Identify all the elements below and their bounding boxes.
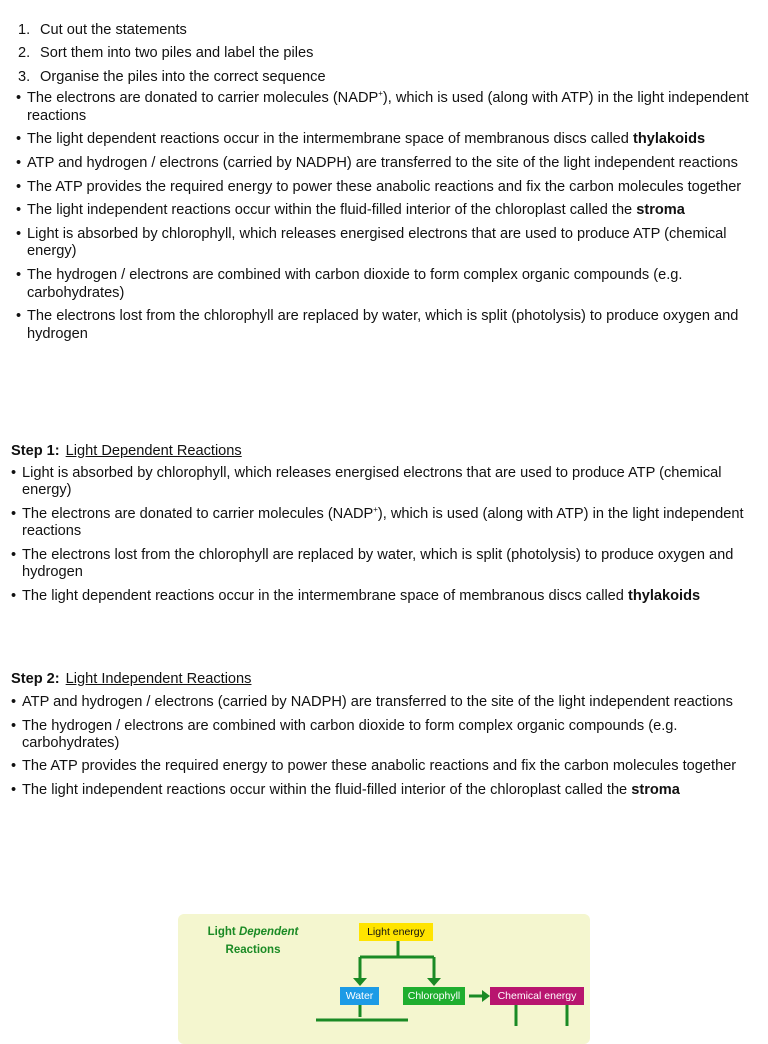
step1-text: The electrons are donated to carrier molecules (NADP — [22, 505, 374, 522]
statement-text: The light independent reactions occur within the fluid-filled interior of the chloroplast called the — [27, 202, 637, 219]
step2-heading — [11, 670, 251, 688]
statement-item — [16, 267, 756, 302]
step1-text: Light is absorbed by chlorophyll, which releases energised electrons that are used to produce ATP (chemical energy) — [22, 465, 722, 499]
step1-item — [11, 547, 761, 582]
step2-text: The light independent reactions occur within the fluid-filled interior of the chloroplast called the — [22, 782, 632, 799]
superscript: + — [378, 89, 383, 98]
step2-item — [11, 718, 761, 753]
step1-title: Light Dependent Reactions — [65, 443, 242, 459]
step1-list — [11, 465, 761, 611]
step2-title: Light Independent Reactions — [65, 671, 252, 687]
statement-list — [16, 90, 756, 350]
statement-text: The electrons lost from the chlorophyll are replaced by water, which is split (photolysis) to produce oxygen and hydrogen — [27, 308, 739, 342]
diagram-title — [188, 923, 318, 959]
step1-label: Step 1: — [11, 443, 60, 459]
step2-text: The ATP provides the required energy to power these anabolic reactions and fix the carbon molecules together — [22, 758, 737, 775]
step2-list — [11, 694, 761, 806]
statement-text: The ATP provides the required energy to power these anabolic reactions and fix the carbon molecules together — [27, 178, 742, 195]
water-box: Water — [340, 987, 379, 1005]
instruction-item — [18, 42, 326, 65]
step2-item — [11, 758, 761, 775]
statement-keyword: thylakoids — [632, 131, 706, 148]
statement-item — [16, 131, 756, 149]
step1-text: The light dependent reactions occur in the intermembrane space of membranous discs called — [22, 587, 628, 604]
chemical-energy-box: Chemical energy — [490, 987, 584, 1005]
statement-item — [16, 202, 756, 220]
step1-keyword: thylakoids — [627, 587, 701, 604]
statement-text-cont: ), which is used (along with ATP) in the light independent reactions — [27, 90, 749, 124]
statement-item — [16, 179, 756, 197]
arrowhead-water — [353, 978, 367, 986]
statement-text: Light is absorbed by chlorophyll, which releases energised electrons that are used to produce ATP (chemical energy) — [27, 225, 727, 260]
instruction-list — [18, 19, 326, 89]
step2-item — [11, 694, 761, 711]
light-dependent-diagram — [178, 914, 590, 1044]
statement-text: The light dependent reactions occur in the intermembrane space of membranous discs called — [27, 131, 633, 148]
step2-text: The hydrogen / electrons are combined with carbon dioxide to form complex organic compounds (e.g. carbohydrates) — [22, 717, 678, 751]
instruction-item — [18, 66, 326, 89]
diagram-title-part: Light — [207, 926, 239, 938]
instruction-item — [18, 19, 326, 42]
arrowhead-chemical — [482, 990, 490, 1002]
instruction-number: 2. — [18, 45, 31, 62]
diagram-title-emphasis: Dependent — [238, 926, 299, 938]
step2-label: Step 2: — [11, 671, 60, 687]
instruction-text: Organise the piles into the correct sequence — [40, 68, 326, 85]
step1-text-cont: ), which is used (along with ATP) in the light independent reactions — [22, 505, 744, 540]
statement-item — [16, 308, 756, 343]
statement-text: The electrons are donated to carrier molecules (NADP — [27, 90, 379, 106]
statement-keyword: stroma — [636, 202, 685, 219]
instruction-text: Cut out the statements — [40, 22, 187, 38]
statement-item — [16, 155, 756, 173]
statement-text: The hydrogen / electrons are combined with carbon dioxide to form complex organic compounds (e.g. carbohydrates) — [27, 267, 683, 301]
diagram-title-line2: Reactions — [225, 944, 281, 956]
step1-item — [11, 465, 761, 500]
step1-heading — [11, 442, 242, 460]
statement-item — [16, 90, 756, 125]
statement-text: ATP and hydrogen / electrons (carried by NADPH) are transferred to the site of the light independent reactions — [27, 154, 738, 171]
instruction-number: 3. — [18, 68, 31, 85]
instruction-number: 1. — [18, 22, 31, 38]
superscript: + — [373, 504, 378, 514]
statement-item — [16, 226, 756, 261]
arrowhead-chlorophyll — [427, 978, 441, 986]
chlorophyll-box: Chlorophyll — [403, 987, 465, 1005]
step1-item — [11, 588, 761, 605]
step1-text: The electrons lost from the chlorophyll are replaced by water, which is split (photolysis) to produce oxygen and hydrogen — [22, 546, 734, 581]
step2-item — [11, 782, 761, 799]
step2-text: ATP and hydrogen / electrons (carried by NADPH) are transferred to the site of the light independent reactions — [22, 694, 733, 710]
light-energy-box: Light energy — [359, 923, 433, 941]
step2-keyword: stroma — [631, 782, 680, 799]
instruction-text: Sort them into two piles and label the piles — [40, 45, 314, 62]
step1-item — [11, 506, 761, 541]
